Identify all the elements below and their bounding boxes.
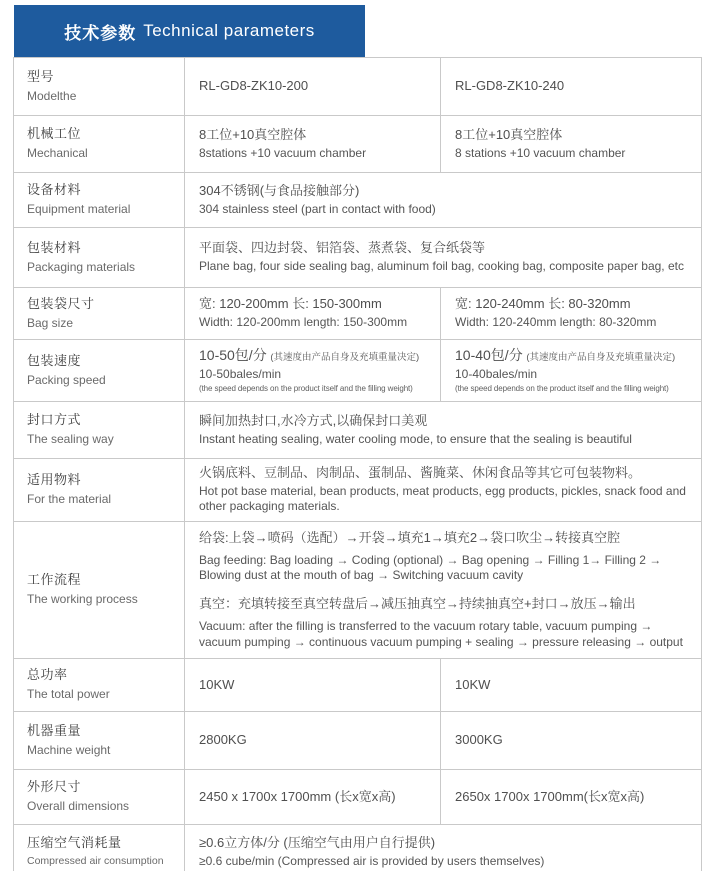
row-model — [14, 58, 702, 116]
label-zh: 包装材料 — [27, 239, 82, 255]
label-en: Overall dimensions — [27, 799, 130, 814]
value-cell-machine-weight-1 — [185, 712, 441, 770]
row-equipment-material — [14, 173, 702, 228]
row-label-equipment-material — [14, 173, 185, 228]
process-vacuum-zh: 真空：充填转接至真空转盘后→减压抽真空→持续抽真空+封口→放压→输出 — [199, 596, 636, 612]
label-zh: 包装袋尺寸 — [27, 295, 95, 311]
value-cell-bag-size-1 — [185, 288, 441, 340]
value-note-en: (the speed depends on the product itself and the filling weight) — [199, 384, 413, 394]
value-cell-bag-size-2 — [441, 288, 702, 340]
label-zh: 外形尺寸 — [27, 779, 82, 795]
row-overall-dimensions — [14, 770, 702, 825]
value-cell-mechanical-2 — [441, 116, 702, 173]
value-en: 10-40bales/min — [455, 366, 538, 381]
value-note-en: (the speed depends on the product itself and the filling weight) — [455, 384, 669, 394]
row-compressed-air — [14, 825, 702, 871]
value-zh: 8工位+10真空腔体 — [455, 126, 563, 142]
row-applicable-material — [14, 458, 702, 521]
value-cell-mechanical-1 — [185, 116, 441, 173]
value-note-zh: (其速度由产品自身及充填重量决定) — [526, 352, 676, 363]
value-en: 8 stations +10 vacuum chamber — [455, 145, 626, 160]
value-cell-applicable-material — [185, 458, 702, 521]
value-en: Hot pot base material, bean products, meat products, egg products, pickles, snack food and other packaging materials. — [199, 483, 686, 514]
value-text: 10KW — [199, 676, 235, 692]
label-en: Packaging materials — [27, 259, 136, 274]
value-en: 8stations +10 vacuum chamber — [199, 145, 367, 160]
value-en: 304 stainless steel (part in contact with food) — [199, 201, 436, 216]
value-zh: 瞬间加热封口,水冷方式,以确保封口美观 — [199, 412, 428, 428]
value-main: 10-50包/分 — [199, 347, 267, 363]
row-packaging-materials — [14, 228, 702, 288]
label-zh: 机械工位 — [27, 126, 82, 142]
value-text: 2800KG — [199, 732, 247, 748]
row-packing-speed — [14, 340, 702, 402]
value-en: Width: 120-240mm length: 80-320mm — [455, 315, 657, 330]
row-label-machine-weight — [14, 712, 185, 770]
value-cell-equipment-material — [185, 173, 702, 228]
label-zh: 压缩空气消耗量 — [27, 835, 122, 851]
row-mechanical — [14, 116, 702, 173]
row-label-packing-speed — [14, 340, 185, 402]
process-vacuum-en: Vacuum: after the filling is transferred to the vacuum rotary table, vacuum pumping → vacuum pumping → continuous vacuum pumping + sealing → pressure releasing → output — [199, 618, 683, 649]
row-label-model — [14, 58, 185, 116]
section-title-en: Technical parameters — [143, 21, 315, 40]
row-label-applicable-material — [14, 458, 185, 521]
value-cell-total-power-1 — [185, 659, 441, 712]
value-zh: 火锅底料、豆制品、肉制品、蛋制品、酱腌菜、休闲食品等其它可包装物料。 — [199, 464, 642, 480]
value-cell-model-2 — [441, 58, 702, 116]
label-en: The total power — [27, 687, 110, 702]
label-en: Packing speed — [27, 372, 106, 387]
value-zh: 304不锈钢(与食品接触部分) — [199, 182, 360, 198]
row-sealing-way — [14, 401, 702, 458]
label-en: The sealing way — [27, 432, 114, 447]
row-label-working-process — [14, 521, 185, 658]
label-en: Compressed air consumption — [27, 855, 164, 868]
value-cell-packing-speed-2 — [441, 340, 702, 402]
label-en: Bag size — [27, 315, 74, 330]
label-zh: 总功率 — [27, 667, 68, 683]
section-title-bar — [14, 5, 365, 57]
row-working-process — [14, 521, 702, 658]
value-cell-overall-dimensions-1 — [185, 770, 441, 825]
value-en: Plane bag, four side sealing bag, aluminum foil bag, cooking bag, composite paper bag, etc — [199, 259, 684, 274]
value-zh: 平面袋、四边封袋、铝箔袋、蒸煮袋、复合纸袋等 — [199, 240, 486, 256]
section-title-zh: 技术参数 — [64, 23, 137, 43]
value-text: 2650x 1700x 1700mm(长x宽x高) — [455, 788, 645, 804]
value-cell-total-power-2 — [441, 659, 702, 712]
row-label-overall-dimensions — [14, 770, 185, 825]
value-cell-compressed-air — [185, 825, 702, 871]
label-zh: 设备材料 — [27, 182, 82, 198]
row-machine-weight — [14, 712, 702, 770]
process-bag-feeding-en: Bag feeding: Bag loading → Coding (optional) → Bag opening → Filling 1→ Filling 2 → Blowing dust at the mouth of bag → Switching vacuum cavity — [199, 552, 662, 583]
value-en: ≥0.6 cube/min (Compressed air is provided by users themselves) — [199, 853, 545, 868]
label-en: Mechanical — [27, 146, 88, 161]
label-zh: 机器重量 — [27, 722, 82, 738]
row-label-mechanical — [14, 116, 185, 173]
value-text: 2450 x 1700x 1700mm (长x宽x高) — [199, 788, 396, 804]
value-text: RL-GD8-ZK10-200 — [199, 78, 309, 94]
label-en: Equipment material — [27, 202, 131, 217]
value-cell-sealing-way — [185, 401, 702, 458]
label-zh: 型号 — [27, 68, 55, 84]
row-label-total-power — [14, 659, 185, 712]
row-label-compressed-air — [14, 825, 185, 871]
spec-table — [13, 57, 702, 871]
value-line — [455, 346, 689, 365]
value-cell-machine-weight-2 — [441, 712, 702, 770]
value-cell-overall-dimensions-2 — [441, 770, 702, 825]
label-zh: 包装速度 — [27, 352, 82, 368]
value-zh: 宽: 120-200mm 长: 150-300mm — [199, 296, 382, 312]
value-en: Width: 120-200mm length: 150-300mm — [199, 315, 408, 330]
row-total-power — [14, 659, 702, 712]
value-en: Instant heating sealing, water cooling mode, to ensure that the sealing is beautiful — [199, 431, 632, 446]
label-zh: 封口方式 — [27, 412, 82, 428]
value-cell-model-1 — [185, 58, 441, 116]
value-note-zh: (其速度由产品自身及充填重量决定) — [270, 352, 420, 363]
value-text: 10KW — [455, 676, 491, 692]
value-zh: 8工位+10真空腔体 — [199, 126, 307, 142]
label-en: The working process — [27, 592, 138, 607]
value-main: 10-40包/分 — [455, 347, 523, 363]
label-zh: 工作流程 — [27, 572, 82, 588]
value-text: 3000KG — [455, 732, 503, 748]
value-cell-packing-speed-1 — [185, 340, 441, 402]
label-en: Machine weight — [27, 742, 111, 757]
value-cell-packaging-materials — [185, 228, 702, 288]
row-label-packaging-materials — [14, 228, 185, 288]
value-line — [199, 346, 428, 365]
label-zh: 适用物料 — [27, 472, 82, 488]
value-zh: 宽: 120-240mm 长: 80-320mm — [455, 296, 631, 312]
label-en: For the material — [27, 492, 112, 507]
row-bag-size — [14, 288, 702, 340]
label-en: Modelthe — [27, 88, 77, 103]
process-bag-feeding-zh: 给袋:上袋→喷码（选配）→开袋→填充1→填充2→袋口吹尘→转接真空腔 — [199, 529, 621, 545]
row-label-sealing-way — [14, 401, 185, 458]
row-label-bag-size — [14, 288, 185, 340]
value-en: 10-50bales/min — [199, 366, 282, 381]
value-cell-working-process — [185, 521, 702, 658]
value-zh: ≥0.6立方体/分 (压缩空气由用户自行提供) — [199, 834, 436, 850]
value-text: RL-GD8-ZK10-240 — [455, 78, 565, 94]
